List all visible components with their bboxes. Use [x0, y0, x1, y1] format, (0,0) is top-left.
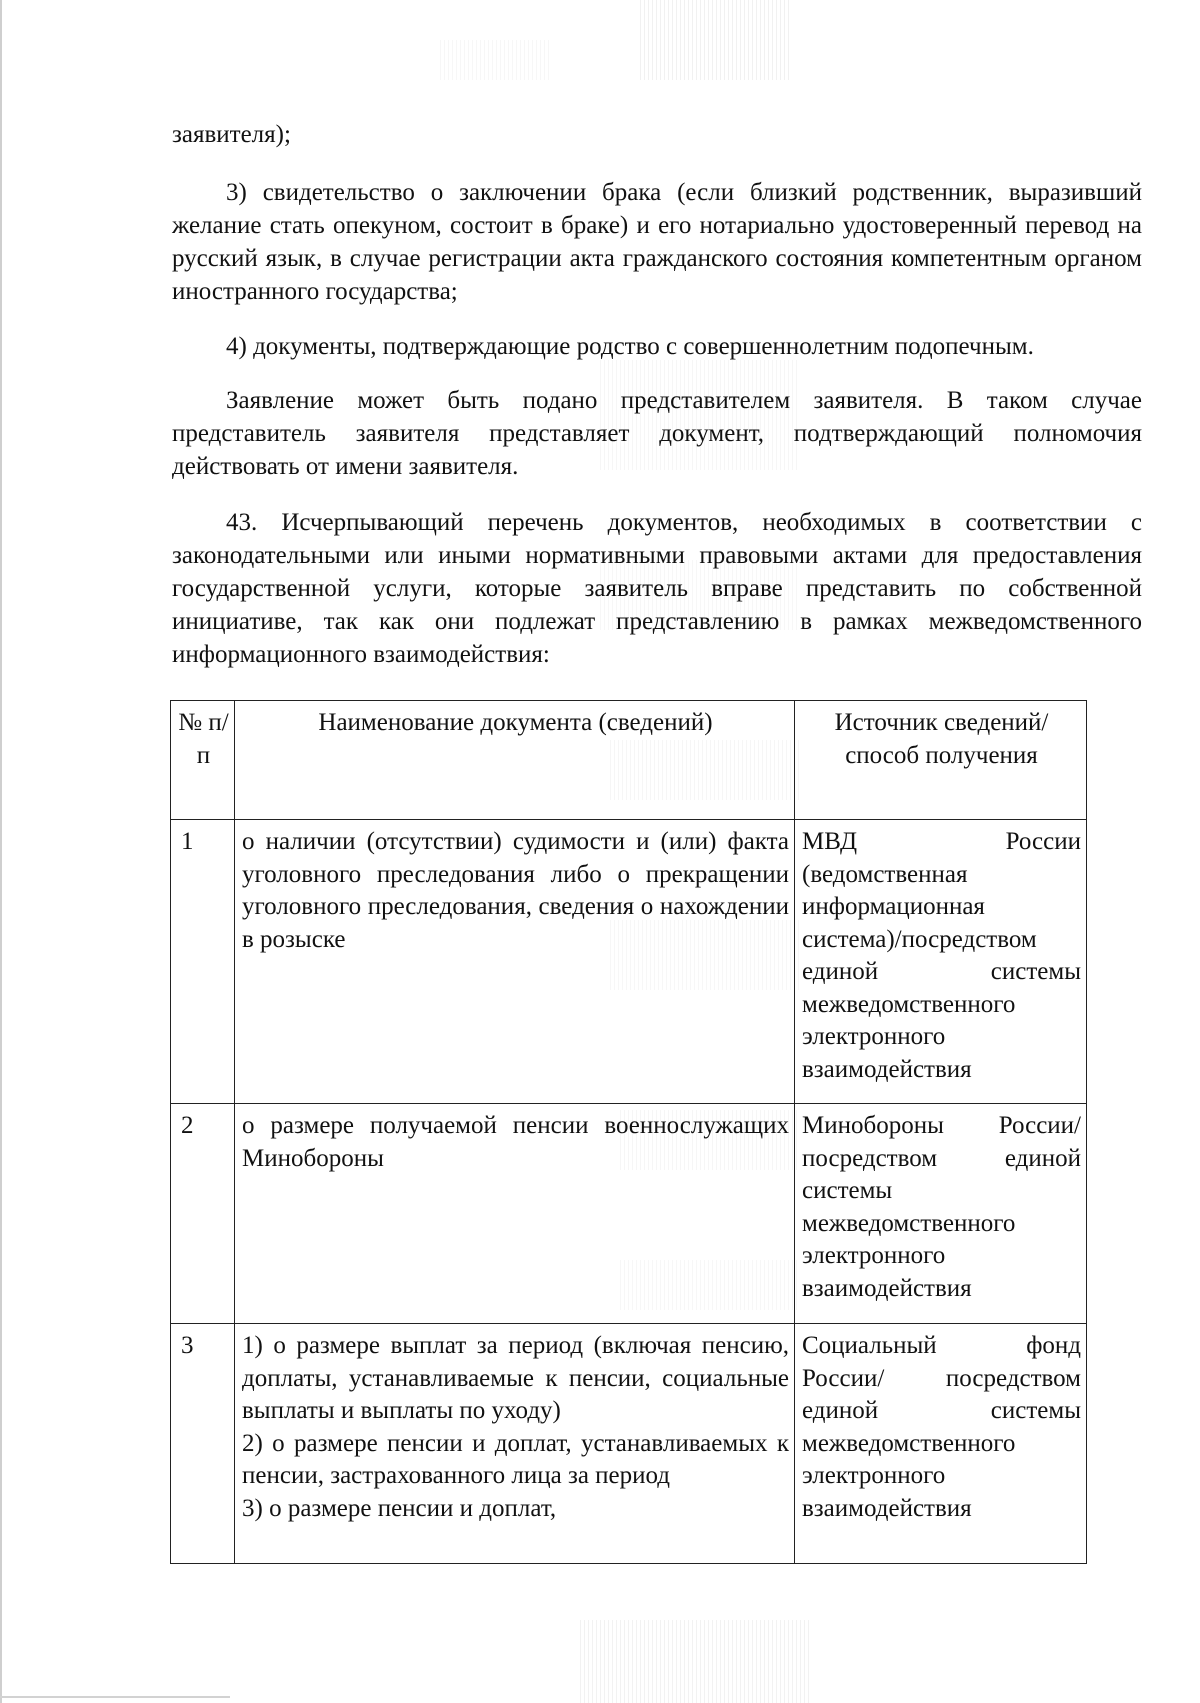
- scan-noise: [640, 0, 790, 80]
- row-num: 1: [171, 820, 235, 1104]
- documents-table: [170, 700, 1087, 1564]
- header-name: Наименование документа (сведений): [235, 701, 795, 820]
- scan-edge: [0, 0, 2, 1703]
- row-name: о наличии (отсутствии) судимости и (или) факта уголовного преследования либо о прекращении уголовного преследования, сведения о нахождении в розыске: [235, 820, 795, 1104]
- row-name: о размере получаемой пенсии военнослужащих Минобороны: [235, 1104, 795, 1324]
- scan-noise: [580, 1620, 810, 1703]
- row-source: Социальный фонд России/ посредством единой системы межведомственного электронного взаимодействия: [795, 1324, 1087, 1564]
- table-row: [171, 1104, 1087, 1324]
- row-name-item: 1) о размере выплат за период (включая пенсию, доплаты, устанавливаемые к пенсии, социальные выплаты и выплаты по уходу): [242, 1332, 789, 1424]
- scan-edge: [0, 1696, 230, 1698]
- row-num: 2: [171, 1104, 235, 1324]
- row-name: [235, 1324, 795, 1564]
- row-num: 3: [171, 1324, 235, 1564]
- header-source: Источник сведений/способ получения: [795, 701, 1087, 820]
- row-name-item: 2) о размере пенсии и доплат, устанавливаемых к пенсии, застрахованного лица за период: [242, 1429, 789, 1489]
- row-source: Минобороны России/ посредством единой системы межведомственного электронного взаимодействия: [795, 1104, 1087, 1324]
- table-row: [171, 1324, 1087, 1564]
- paragraph-3: 3) свидетельство о заключении брака (если близкий родственник, выразивший желание стать опекуном, состоит в браке) и его нотариально удостоверенный перевод на русский язык, в случае регистрации акта гражданского состояния компетентным органом иностранного государства;: [172, 179, 1142, 305]
- header-num: № п/п: [171, 701, 235, 820]
- table-row: [171, 820, 1087, 1104]
- scan-noise: [440, 40, 550, 80]
- paragraph-application: Заявление может быть подано представителем заявителя. В таком случае представитель заявителя представляет документ, подтверждающий полномочия действовать от имени заявителя.: [172, 387, 1142, 480]
- table-header-row: [171, 701, 1087, 820]
- row-name-item: 3) о размере пенсии и доплат,: [242, 1494, 557, 1522]
- text-line: заявителя);: [172, 121, 291, 148]
- paragraph-4: 4) документы, подтверждающие родство с совершеннолетним подопечным.: [226, 333, 1034, 360]
- row-source: МВД России (ведомственная информационная система)/посредством единой системы межведомственного электронного взаимодействия: [795, 820, 1087, 1104]
- paragraph-43: 43. Исчерпывающий перечень документов, необходимых в соответствии с законодательными или иными нормативными правовыми актами для предоставления государственной услуги, которые заявитель вправе представить по собственной инициативе, так как они подлежат представлению в рамках межведомственного информационного взаимодействия:: [172, 509, 1142, 668]
